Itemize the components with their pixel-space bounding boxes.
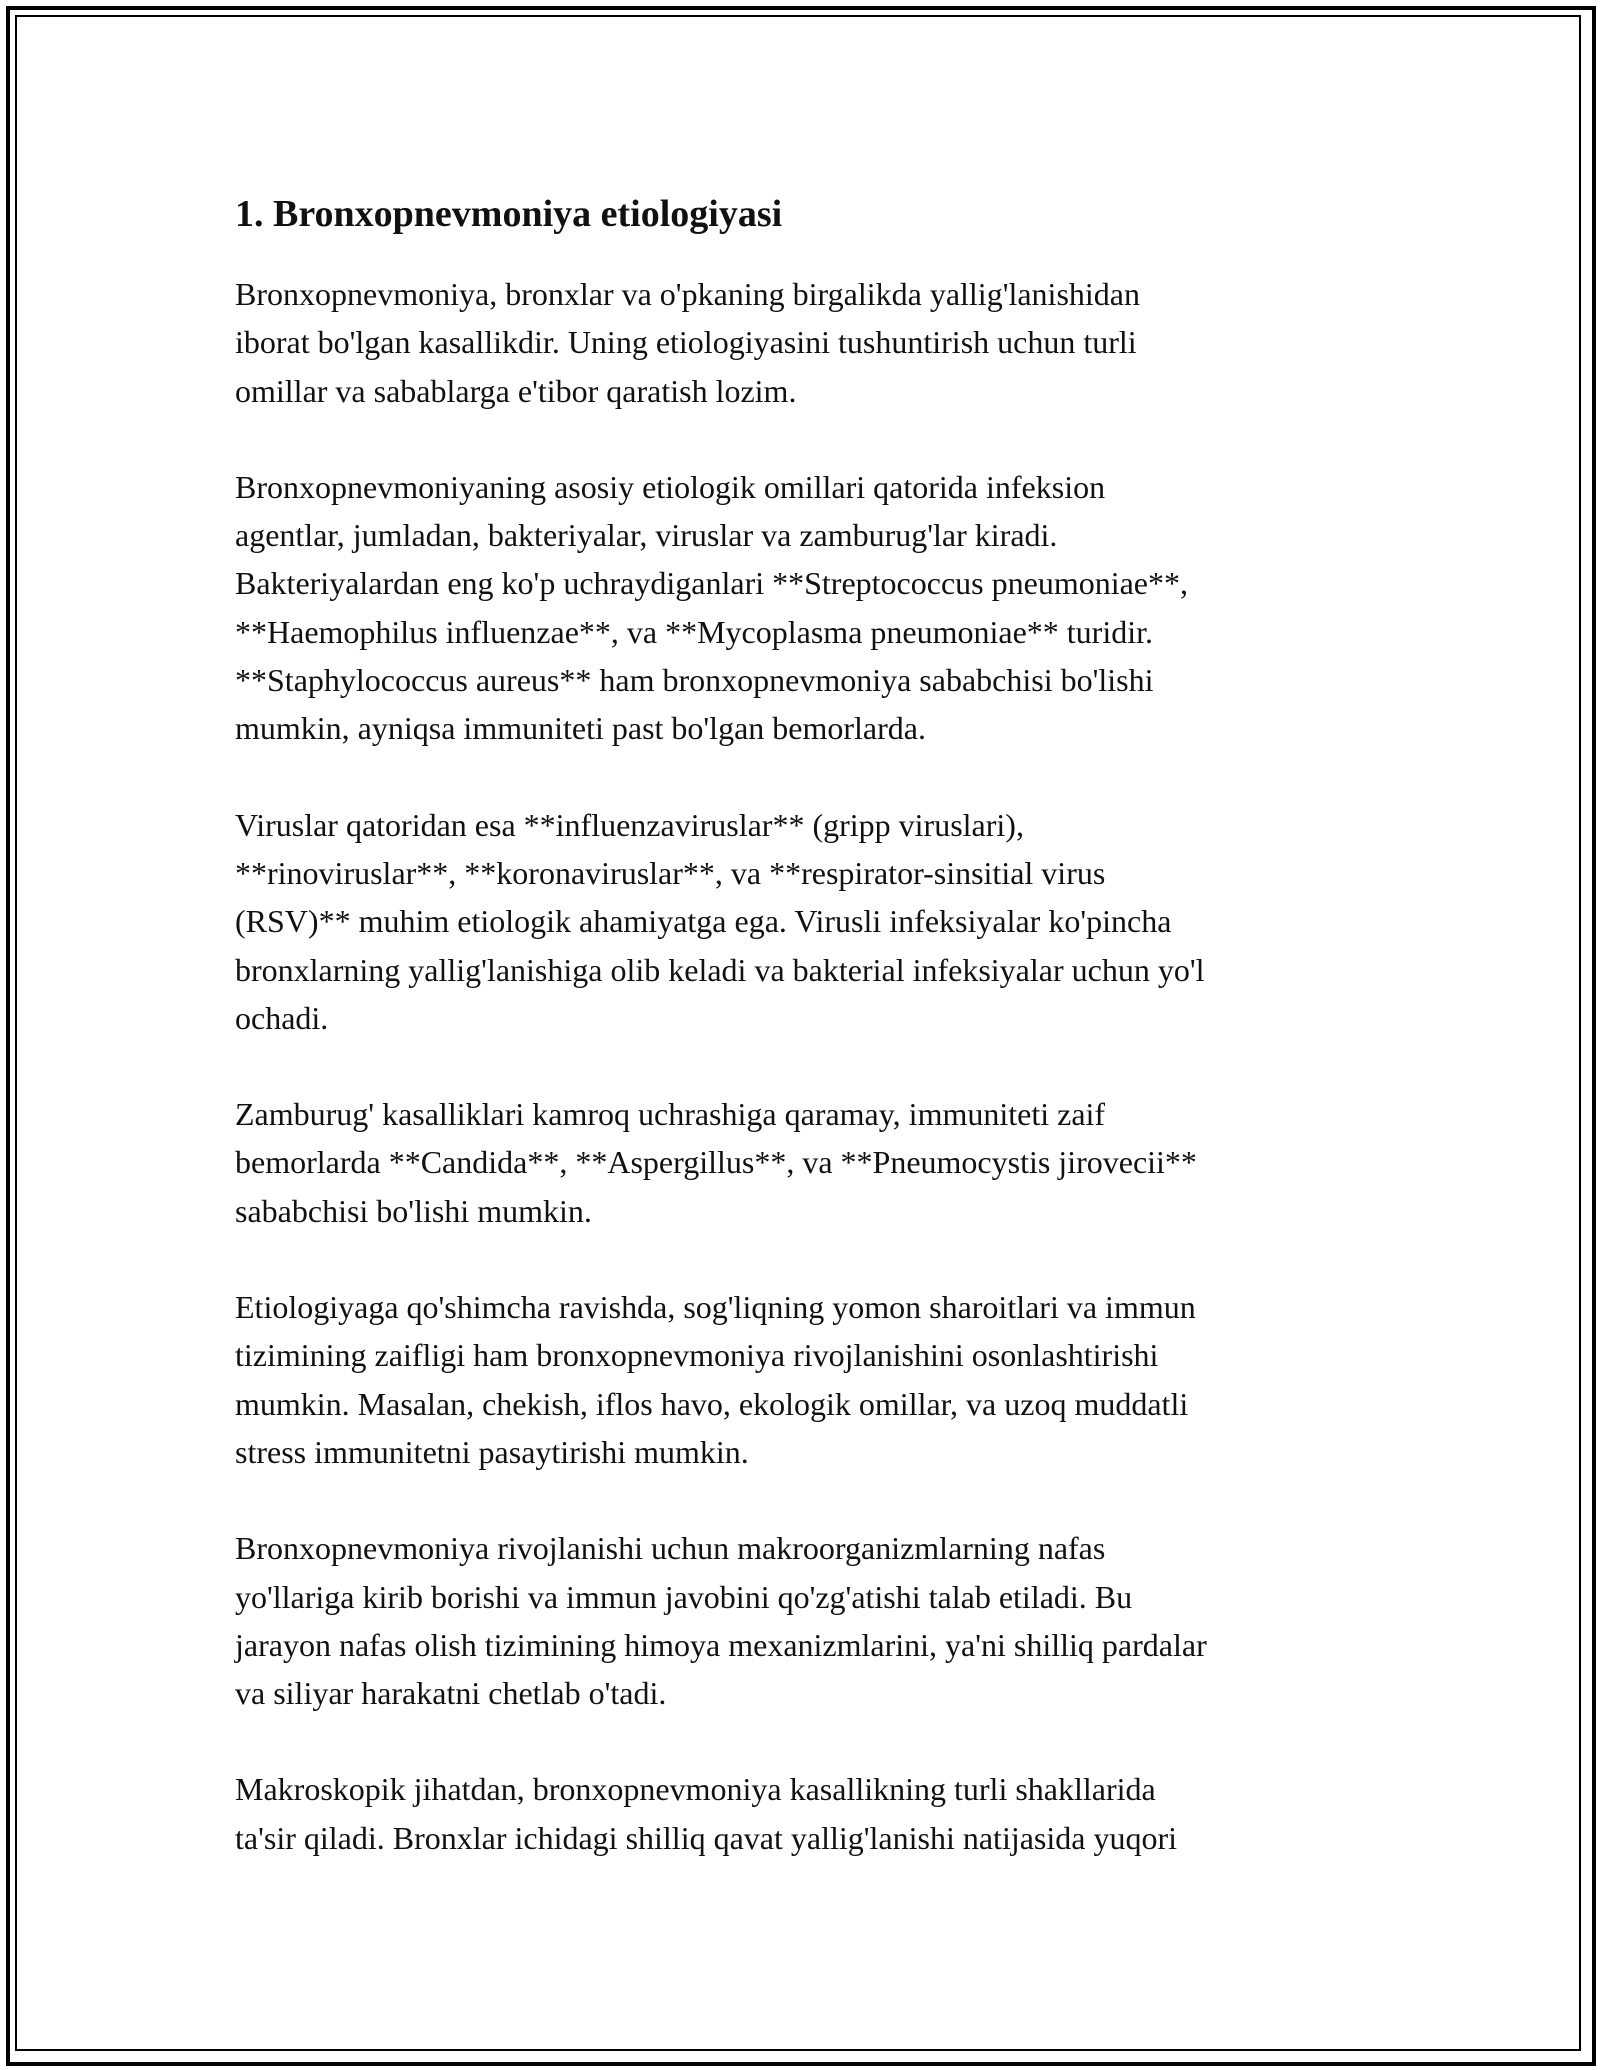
document-body bbox=[235, 186, 1355, 1910]
page-title: 1. Bronxopnevmoniya etiologiyasi bbox=[235, 193, 783, 235]
paragraph-risk-factors: Etiologiyaga qo'shimcha ravishda, sog'liqning yomon sharoitlari va immun tizimining zaifligi ham bronxopnevmoniya rivojlanishini osonlashtirishi mumkin. Masalan, chekish, iflos havo, ekologik omillar, va uzoq muddatli stress immunitetni pasaytirishi mumkin. bbox=[235, 1289, 1196, 1470]
paragraph-intro: Bronxopnevmoniya, bronxlar va o'pkaning birgalikda yallig'lanishidan iborat bo'lgan kasallikdir. Uning etiologiyasini tushuntirish uchun turli omillar va sabablarga e'tibor qaratish lozim. bbox=[235, 276, 1140, 409]
paragraph-fungi: Zamburug' kasalliklari kamroq uchrashiga qaramay, immuniteti zaif bemorlarda **Candida**, **Aspergillus**, va **Pneumocystis jirovecii** sababchisi bo'lishi mumkin. bbox=[235, 1096, 1197, 1229]
paragraph-macroscopic: Makroskopik jihatdan, bronxopnevmoniya kasallikning turli shakllarida ta'sir qiladi. Bronxlar ichidagi shilliq qavat yallig'lanishi natijasida yuqori bbox=[235, 1771, 1178, 1856]
paragraph-pathogenesis: Bronxopnevmoniya rivojlanishi uchun makroorganizmlarning nafas yo'llariga kirib borishi va immun javobini qo'zg'atishi talab etiladi. Bu jarayon nafas olish tizimining himoya mexanizmlarini, ya'ni shilliq pardalar va siliyar harakatni chetlab o'tadi. bbox=[235, 1530, 1207, 1712]
paragraph-viruses: Viruslar qatoridan esa **influenzaviruslar** (gripp viruslari), **rinoviruslar**, **koronaviruslar**, va **respirator-sinsitial virus (RSV)** muhim etiologik ahamiyatga ega. Virusli infeksiyalar ko'pincha bronxlarning yallig'lanishiga olib keladi va bakterial infeksiyalar uchun yo'l ochadi. bbox=[235, 806, 1205, 1036]
paragraph-bacteria: Bronxopnevmoniyaning asosiy etiologik omillari qatorida infeksion agentlar, jumladan, bakteriyalar, viruslar va zamburug'lar kiradi. Bakteriyalardan eng ko'p uchraydiganlari **Streptococcus pneumoniae**, **Haemophilus influenzae**, va **Mycoplasma pneumoniae** turidir. **Staphylococcus aureus** ham bronxopnevmoniya sababchisi bo'lishi mumkin, ayniqsa immuniteti past bo'lgan bemorlarda. bbox=[235, 468, 1188, 747]
